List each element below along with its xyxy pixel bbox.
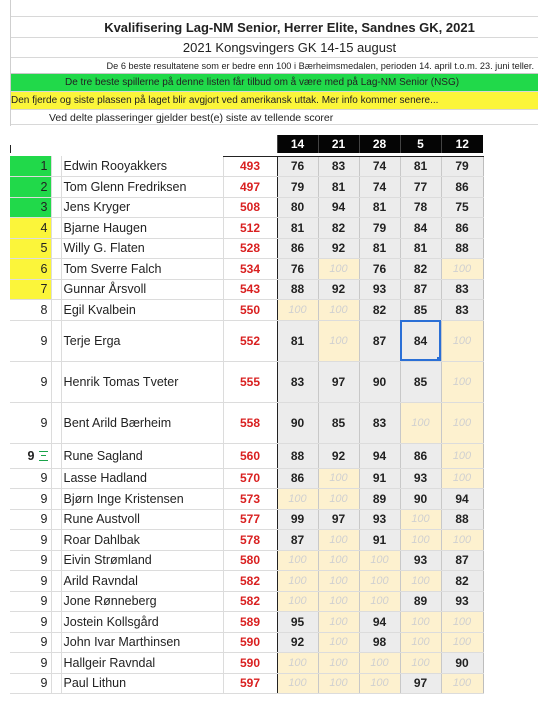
rank-value: 9 — [40, 635, 48, 650]
empty-cell[interactable] — [51, 571, 61, 592]
round-score-cell[interactable]: 93 — [400, 468, 441, 489]
round-score-cell[interactable]: 92 — [318, 238, 359, 259]
table-row[interactable] — [10, 279, 483, 300]
round-score-cell[interactable]: 83 — [441, 279, 483, 300]
table-row[interactable] — [10, 402, 483, 443]
round-score-cell[interactable]: 90 — [359, 361, 400, 402]
empty-cell[interactable] — [51, 361, 61, 402]
round-score-cell[interactable]: 100 — [318, 632, 359, 653]
round-score-cell[interactable]: 100 — [277, 673, 318, 694]
rank-cell[interactable] — [10, 177, 51, 198]
shared-note-row[interactable] — [11, 109, 538, 125]
player-name-cell[interactable]: Paul Lithun — [61, 673, 223, 694]
rank-cell[interactable] — [10, 320, 51, 361]
round-score-cell[interactable]: 86 — [441, 177, 483, 198]
empty-cell[interactable] — [51, 489, 61, 510]
round-score-cell[interactable]: 94 — [441, 489, 483, 510]
round-score-cell[interactable]: 97 — [400, 673, 441, 694]
round-score-cell[interactable]: 81 — [359, 197, 400, 218]
total-score-cell[interactable]: 578 — [223, 530, 277, 551]
rank-value: 5 — [40, 241, 48, 256]
round-score-cell[interactable]: 87 — [400, 279, 441, 300]
total-score-cell[interactable]: 582 — [223, 591, 277, 612]
round-score-cell[interactable]: 76 — [277, 259, 318, 280]
round-score-cell[interactable]: 88 — [441, 238, 483, 259]
rank-value: 9 — [40, 333, 48, 348]
round-score-cell[interactable]: 92 — [318, 443, 359, 468]
total-score-cell[interactable]: 558 — [223, 402, 277, 443]
empty-cell[interactable] — [51, 632, 61, 653]
round-score-cell[interactable]: 100 — [277, 550, 318, 571]
round-score-cell[interactable]: 100 — [318, 550, 359, 571]
round-score-cell[interactable]: 100 — [277, 571, 318, 592]
rank-cell[interactable] — [10, 197, 51, 218]
rank-cell[interactable] — [10, 571, 51, 592]
rank-cell[interactable] — [10, 673, 51, 694]
round-score-cell[interactable]: 100 — [441, 673, 483, 694]
rank-value: 9 — [40, 415, 48, 430]
round-score-cell[interactable]: 83 — [359, 402, 400, 443]
sheet-title-row[interactable] — [11, 16, 538, 37]
sheet-subtitle: 2021 Kongsvingers GK 14-15 august — [182, 40, 397, 55]
round-score-cell[interactable]: 100 — [277, 653, 318, 674]
selected-cell[interactable]: 84 — [400, 320, 441, 361]
player-name-cell[interactable]: Jone Rønneberg — [61, 591, 223, 612]
round-score-cell[interactable]: 100 — [318, 673, 359, 694]
total-score-cell[interactable]: 497 — [223, 177, 277, 198]
round-score-cell[interactable]: 86 — [277, 468, 318, 489]
total-score-cell[interactable]: 555 — [223, 361, 277, 402]
round-score-cell[interactable]: 100 — [359, 673, 400, 694]
round-score-cell[interactable]: 93 — [400, 550, 441, 571]
empty-cell[interactable] — [51, 156, 61, 177]
rank-value: 9 — [27, 448, 35, 463]
total-score-cell[interactable]: 580 — [223, 550, 277, 571]
round-score-cell[interactable]: 93 — [441, 591, 483, 612]
total-score-cell[interactable]: 493 — [223, 156, 277, 177]
rank-cell[interactable] — [10, 402, 51, 443]
rank-value: 3 — [40, 200, 48, 215]
round-score-cell[interactable]: 76 — [359, 259, 400, 280]
round-score-cell[interactable]: 97 — [318, 509, 359, 530]
round-score-cell[interactable]: 100 — [441, 320, 483, 361]
round-score-cell[interactable]: 97 — [318, 361, 359, 402]
rank-cell[interactable] — [10, 489, 51, 510]
player-name-cell[interactable]: Bjarne Haugen — [61, 218, 223, 239]
round-score-cell[interactable]: 100 — [277, 489, 318, 510]
fill-handle[interactable] — [437, 357, 442, 362]
total-score-cell[interactable]: 590 — [223, 653, 277, 674]
round-score-cell[interactable]: 98 — [359, 632, 400, 653]
rank-cell[interactable] — [10, 361, 51, 402]
round-score-cell[interactable]: 92 — [318, 279, 359, 300]
player-name-cell[interactable]: Roar Dahlbak — [61, 530, 223, 551]
table-row[interactable] — [10, 238, 483, 259]
player-name-cell[interactable]: Jens Kryger — [61, 197, 223, 218]
table-row[interactable] — [10, 632, 483, 653]
round-score-cell[interactable]: 81 — [359, 238, 400, 259]
rank-value: 9 — [40, 374, 48, 389]
round-score-cell[interactable]: 79 — [359, 218, 400, 239]
player-name-cell[interactable]: Egil Kvalbein — [61, 300, 223, 321]
round-score-cell[interactable]: 81 — [277, 320, 318, 361]
rank-cell[interactable] — [10, 468, 51, 489]
rank-cell[interactable] — [10, 443, 51, 468]
rank-cell[interactable] — [10, 279, 51, 300]
player-name-cell[interactable]: Henrik Tomas Tveter — [61, 361, 223, 402]
rank-cell[interactable] — [10, 156, 51, 177]
empty-cell[interactable] — [51, 509, 61, 530]
round-score-cell[interactable]: 100 — [441, 530, 483, 551]
round-score-cell[interactable]: 100 — [400, 653, 441, 674]
total-score-cell[interactable]: 550 — [223, 300, 277, 321]
round-score-cell[interactable]: 86 — [277, 238, 318, 259]
info-row[interactable] — [11, 57, 538, 73]
total-score-cell[interactable]: 590 — [223, 632, 277, 653]
results-table — [10, 135, 484, 694]
round-score-cell[interactable]: 87 — [441, 550, 483, 571]
player-name-cell[interactable]: Rune Sagland — [61, 443, 223, 468]
round-score-cell[interactable]: 100 — [318, 468, 359, 489]
table-row[interactable] — [10, 177, 483, 198]
round-score-cell[interactable]: 100 — [359, 591, 400, 612]
round-score-cell[interactable]: 86 — [441, 218, 483, 239]
round-score-cell[interactable]: 83 — [277, 361, 318, 402]
round-score-cell[interactable]: 80 — [277, 197, 318, 218]
empty-cell[interactable] — [51, 591, 61, 612]
sheet-title: Kvalifisering Lag-NM Senior, Herrer Elite, Sandnes GK, 2021 — [104, 20, 475, 35]
rank-value: 9 — [40, 532, 48, 547]
rank-cell[interactable] — [10, 509, 51, 530]
round-score-cell[interactable]: 92 — [277, 632, 318, 653]
rank-value: 9 — [40, 676, 48, 691]
round-score-cell[interactable]: 94 — [318, 197, 359, 218]
rank-value: 1 — [40, 159, 48, 173]
empty-cell[interactable] — [51, 550, 61, 571]
round-score-cell[interactable]: 74 — [359, 156, 400, 177]
round-score-cell[interactable]: 82 — [318, 218, 359, 239]
round-score-cell[interactable]: 88 — [277, 279, 318, 300]
table-row[interactable] — [10, 612, 483, 633]
round-score-cell[interactable]: 100 — [318, 489, 359, 510]
empty-cell[interactable] — [51, 259, 61, 280]
round-score-cell[interactable]: 100 — [318, 259, 359, 280]
table-row[interactable] — [10, 509, 483, 530]
filter-icon[interactable] — [39, 451, 48, 461]
round-score-cell[interactable]: 100 — [318, 591, 359, 612]
yellow-note-text: Den fjerde og siste plassen på laget blir avgjort ved amerikansk uttak. Mer info kommer senere... — [11, 95, 439, 106]
total-score-cell[interactable]: 582 — [223, 571, 277, 592]
table-row[interactable] — [10, 197, 483, 218]
rank-value: 4 — [40, 220, 48, 235]
round-score-cell[interactable]: 100 — [277, 300, 318, 321]
round-score-cell[interactable]: 100 — [318, 612, 359, 633]
round-score-cell[interactable]: 89 — [400, 591, 441, 612]
green-note-row[interactable] — [11, 73, 538, 91]
player-name-cell[interactable]: Bjørn Inge Kristensen — [61, 489, 223, 510]
round-score-cell[interactable]: 100 — [441, 361, 483, 402]
yellow-note-row[interactable] — [11, 91, 538, 109]
table-row[interactable] — [10, 259, 483, 280]
total-score-cell[interactable]: 534 — [223, 259, 277, 280]
rank-value: 2 — [40, 179, 48, 194]
empty-cell[interactable] — [51, 468, 61, 489]
rank-cell[interactable] — [10, 612, 51, 633]
rank-cell[interactable] — [10, 300, 51, 321]
table-row[interactable] — [10, 673, 483, 694]
empty-cell[interactable] — [51, 653, 61, 674]
round-score-cell[interactable]: 100 — [441, 632, 483, 653]
rank-value: 9 — [40, 573, 48, 588]
table-row[interactable] — [10, 550, 483, 571]
round-score-cell[interactable]: 75 — [441, 197, 483, 218]
table-row[interactable] — [10, 300, 483, 321]
player-name-cell[interactable]: Willy G. Flaten — [61, 238, 223, 259]
total-score-cell[interactable]: 543 — [223, 279, 277, 300]
round-score-cell[interactable]: 100 — [441, 612, 483, 633]
rank-value: 6 — [40, 261, 48, 276]
table-row[interactable] — [10, 156, 483, 177]
round-score-cell[interactable]: 83 — [441, 300, 483, 321]
round-score-cell[interactable]: 94 — [359, 612, 400, 633]
round-score-cell[interactable]: 89 — [359, 489, 400, 510]
empty-cell[interactable] — [51, 443, 61, 468]
player-name-cell[interactable]: Gunnar Årsvoll — [61, 279, 223, 300]
info-text: De 6 beste resultatene som er bedre enn 100 i Bærheimsmedalen, perioden 14. april t.o.m. 23. juni teller. — [106, 61, 534, 71]
player-name-cell[interactable]: Lasse Hadland — [61, 468, 223, 489]
rank-cell[interactable] — [10, 550, 51, 571]
table-row[interactable] — [10, 468, 483, 489]
round-score-cell[interactable]: 85 — [318, 402, 359, 443]
rank-value: 9 — [40, 512, 48, 527]
round-score-cell[interactable]: 77 — [400, 177, 441, 198]
table-row[interactable] — [10, 571, 483, 592]
round-score-cell[interactable]: 100 — [400, 530, 441, 551]
shared-note-text: Ved delte plasseringer gjelder best(e) siste av tellende scorer — [49, 112, 334, 124]
table-row[interactable] — [10, 489, 483, 510]
round-score-cell[interactable]: 100 — [359, 550, 400, 571]
rank-cell[interactable] — [10, 530, 51, 551]
total-score-cell[interactable]: 512 — [223, 218, 277, 239]
round-score-cell[interactable]: 93 — [359, 279, 400, 300]
round-score-cell[interactable]: 88 — [441, 509, 483, 530]
round-score-cell[interactable]: 78 — [400, 197, 441, 218]
round-score-cell[interactable]: 79 — [277, 177, 318, 198]
round-score-cell[interactable]: 86 — [400, 443, 441, 468]
table-row[interactable] — [10, 361, 483, 402]
player-name-cell[interactable]: Tom Sverre Falch — [61, 259, 223, 280]
round-score-cell[interactable]: 100 — [318, 653, 359, 674]
empty-cell[interactable] — [51, 673, 61, 694]
round-score-cell[interactable]: 100 — [441, 259, 483, 280]
empty-cell[interactable] — [51, 279, 61, 300]
round-score-cell[interactable]: 95 — [277, 612, 318, 633]
round-score-cell[interactable]: 82 — [400, 259, 441, 280]
rank-value: 9 — [40, 491, 48, 506]
table-row[interactable] — [10, 591, 483, 612]
player-name-cell[interactable]: Jostein Kollsgård — [61, 612, 223, 633]
empty-cell[interactable] — [51, 320, 61, 361]
table-row[interactable] — [10, 653, 483, 674]
round-score-cell[interactable]: 84 — [400, 218, 441, 239]
table-row[interactable] — [10, 530, 483, 551]
total-score-cell[interactable]: 597 — [223, 673, 277, 694]
rank-value: 9 — [40, 614, 48, 629]
total-score-cell[interactable]: 552 — [223, 320, 277, 361]
rank-value: 7 — [40, 282, 48, 297]
round-score-cell[interactable]: 100 — [277, 591, 318, 612]
empty-cell[interactable] — [51, 402, 61, 443]
player-name-cell[interactable]: Rune Austvoll — [61, 509, 223, 530]
empty-cell[interactable] — [51, 612, 61, 633]
rank-value: 9 — [40, 655, 48, 670]
empty-cell[interactable] — [51, 218, 61, 239]
round-score-cell[interactable]: 90 — [400, 489, 441, 510]
column-header-cell[interactable]: 21 — [318, 135, 359, 153]
total-score-cell[interactable]: 528 — [223, 238, 277, 259]
rank-value: 9 — [40, 471, 48, 486]
round-score-cell[interactable]: 100 — [318, 530, 359, 551]
empty-cell[interactable] — [51, 177, 61, 198]
round-score-cell[interactable]: 76 — [277, 156, 318, 177]
round-score-cell[interactable]: 79 — [441, 156, 483, 177]
round-score-cell[interactable]: 100 — [441, 443, 483, 468]
table-row[interactable] — [10, 443, 483, 468]
round-score-cell[interactable]: 82 — [359, 300, 400, 321]
round-score-cell[interactable]: 90 — [441, 653, 483, 674]
round-score-cell[interactable]: 93 — [359, 509, 400, 530]
rank-cell[interactable] — [10, 591, 51, 612]
rank-value: 9 — [40, 553, 48, 568]
total-score-cell[interactable]: 508 — [223, 197, 277, 218]
round-score-cell[interactable]: 100 — [441, 468, 483, 489]
player-name-cell[interactable]: John Ivar Marthinsen — [61, 632, 223, 653]
round-score-cell[interactable]: 88 — [277, 443, 318, 468]
rank-value: 9 — [40, 594, 48, 609]
empty-cell[interactable] — [51, 197, 61, 218]
rank-cell[interactable] — [10, 259, 51, 280]
column-header-row — [10, 135, 483, 153]
total-score-cell[interactable]: 577 — [223, 509, 277, 530]
round-score-cell[interactable]: 81 — [400, 156, 441, 177]
rank-cell[interactable] — [10, 653, 51, 674]
sheet-subtitle-row[interactable] — [11, 37, 538, 57]
round-score-cell[interactable]: 90 — [277, 402, 318, 443]
player-name-cell[interactable]: Edwin Rooyakkers — [61, 156, 223, 177]
empty-cell[interactable] — [51, 530, 61, 551]
round-score-cell[interactable]: 81 — [277, 218, 318, 239]
player-name-cell[interactable]: Terje Erga — [61, 320, 223, 361]
round-score-cell[interactable]: 100 — [318, 300, 359, 321]
table-row[interactable] — [10, 320, 483, 361]
total-score-cell[interactable]: 560 — [223, 443, 277, 468]
green-note-text: De tre beste spillerne på denne listen får tilbud om å være med på Lag-NM Senior (NSG) — [65, 77, 460, 88]
empty-cell[interactable] — [51, 238, 61, 259]
round-score-cell[interactable]: 81 — [400, 238, 441, 259]
round-score-cell[interactable]: 85 — [400, 361, 441, 402]
player-name-cell[interactable]: Arild Ravndal — [61, 571, 223, 592]
round-score-cell[interactable]: 100 — [359, 571, 400, 592]
round-score-cell[interactable]: 87 — [359, 320, 400, 361]
round-score-cell[interactable]: 100 — [400, 509, 441, 530]
empty-cell[interactable] — [51, 300, 61, 321]
rank-cell[interactable] — [10, 632, 51, 653]
round-score-cell[interactable]: 91 — [359, 530, 400, 551]
round-score-cell[interactable]: 83 — [318, 156, 359, 177]
column-header-cell[interactable]: 28 — [359, 135, 400, 153]
rank-value: 8 — [40, 302, 48, 317]
round-score-cell[interactable]: 100 — [318, 571, 359, 592]
round-score-cell[interactable]: 82 — [441, 571, 483, 592]
player-name-cell[interactable]: Bent Arild Bærheim — [61, 402, 223, 443]
total-score-cell[interactable]: 573 — [223, 489, 277, 510]
round-score-cell[interactable]: 74 — [359, 177, 400, 198]
total-score-cell[interactable]: 589 — [223, 612, 277, 633]
round-score-cell[interactable]: 100 — [400, 402, 441, 443]
player-name-cell[interactable]: Hallgeir Ravndal — [61, 653, 223, 674]
round-score-cell[interactable]: 100 — [318, 320, 359, 361]
round-score-cell[interactable]: 100 — [400, 632, 441, 653]
round-score-cell[interactable]: 100 — [441, 402, 483, 443]
player-name-cell[interactable]: Tom Glenn Fredriksen — [61, 177, 223, 198]
column-header-cell[interactable]: 14 — [277, 135, 318, 153]
round-score-cell[interactable]: 91 — [359, 468, 400, 489]
round-score-cell[interactable]: 100 — [359, 653, 400, 674]
round-score-cell[interactable]: 99 — [277, 509, 318, 530]
column-header-cell[interactable]: 12 — [441, 135, 483, 153]
round-score-cell[interactable]: 81 — [318, 177, 359, 198]
column-header-cell[interactable]: 5 — [400, 135, 441, 153]
round-score-cell[interactable]: 100 — [400, 571, 441, 592]
rank-cell[interactable] — [10, 218, 51, 239]
round-score-cell[interactable]: 87 — [277, 530, 318, 551]
total-score-cell[interactable]: 570 — [223, 468, 277, 489]
rank-cell[interactable] — [10, 238, 51, 259]
player-name-cell[interactable]: Eivin Strømland — [61, 550, 223, 571]
round-score-cell[interactable]: 100 — [400, 612, 441, 633]
round-score-cell[interactable]: 85 — [400, 300, 441, 321]
table-row[interactable] — [10, 218, 483, 239]
round-score-cell[interactable]: 94 — [359, 443, 400, 468]
